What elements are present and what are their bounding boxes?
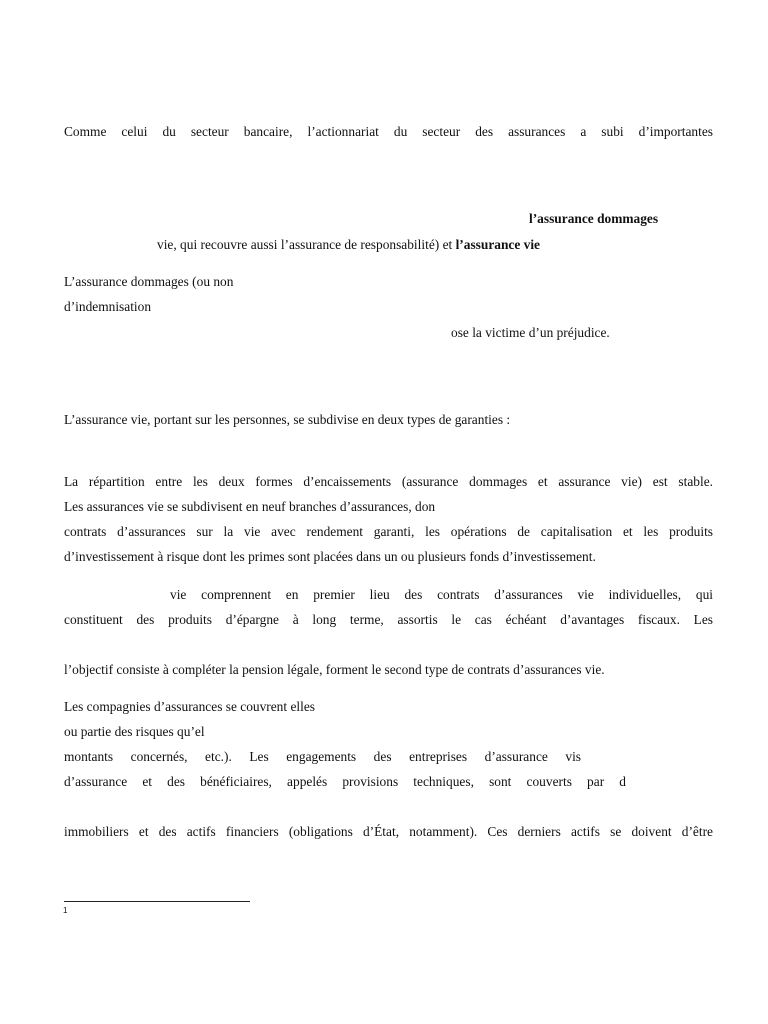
text-line-4: L’assurance dommages (ou non — [64, 274, 234, 289]
text-line-14: l’objectif consiste à compléter la pension légale, forment le second type de contrats d’assurances vie. — [64, 662, 605, 677]
text-line-17: montants concernés, etc.). Les engagements des entreprises d’assurance vis — [64, 749, 581, 764]
footnote-separator — [64, 901, 250, 902]
text-line-8: La répartition entre les deux formes d’encaissements (assurance dommages et assurance vie) est stable. — [64, 474, 713, 489]
text-line-3 — [157, 237, 540, 253]
text-line-11: d’investissement à risque dont les primes sont placées dans un ou plusieurs fonds d’investissement. — [64, 549, 596, 564]
text-line-12: vie comprennent en premier lieu des contrats d’assurances vie individuelles, qui — [170, 587, 713, 602]
text-line-10: contrats d’assurances sur la vie avec rendement garanti, les opérations de capitalisation et les produits — [64, 524, 713, 539]
text-line-7: L’assurance vie, portant sur les personnes, se subdivise en deux types de garanties : — [64, 412, 511, 427]
text-line-18: d’assurance et des bénéficiaires, appelés provisions techniques, sont couverts par d — [64, 774, 626, 789]
text-line-6: ose la victime d’un préjudice. — [451, 325, 610, 340]
text-line-2-bold: l’assurance dommages — [529, 211, 659, 226]
footnote-marker: 1 — [63, 906, 68, 915]
text-line-9: Les assurances vie se subdivisent en neuf branches d’assurances, don — [64, 499, 436, 514]
text-line-1: Comme celui du secteur bancaire, l’actionnariat du secteur des assurances a subi d’importantes — [64, 124, 713, 139]
text-line-13: constituent des produits d’épargne à long terme, assortis le cas échéant d’avantages fiscaux. Les — [64, 612, 713, 627]
text-line-19: immobiliers et des actifs financiers (obligations d’État, notamment). Ces derniers actifs se doivent d’être — [64, 824, 713, 839]
text-line-16: ou partie des risques qu’el — [64, 724, 205, 739]
text-line-3-bold: l’assurance vie — [455, 237, 541, 252]
text-line-3-regular: vie, qui recouvre aussi l’assurance de responsabilité) et — [157, 237, 456, 252]
text-line-5: d’indemnisation — [64, 299, 152, 314]
text-line-15: Les compagnies d’assurances se couvrent elles — [64, 699, 315, 714]
